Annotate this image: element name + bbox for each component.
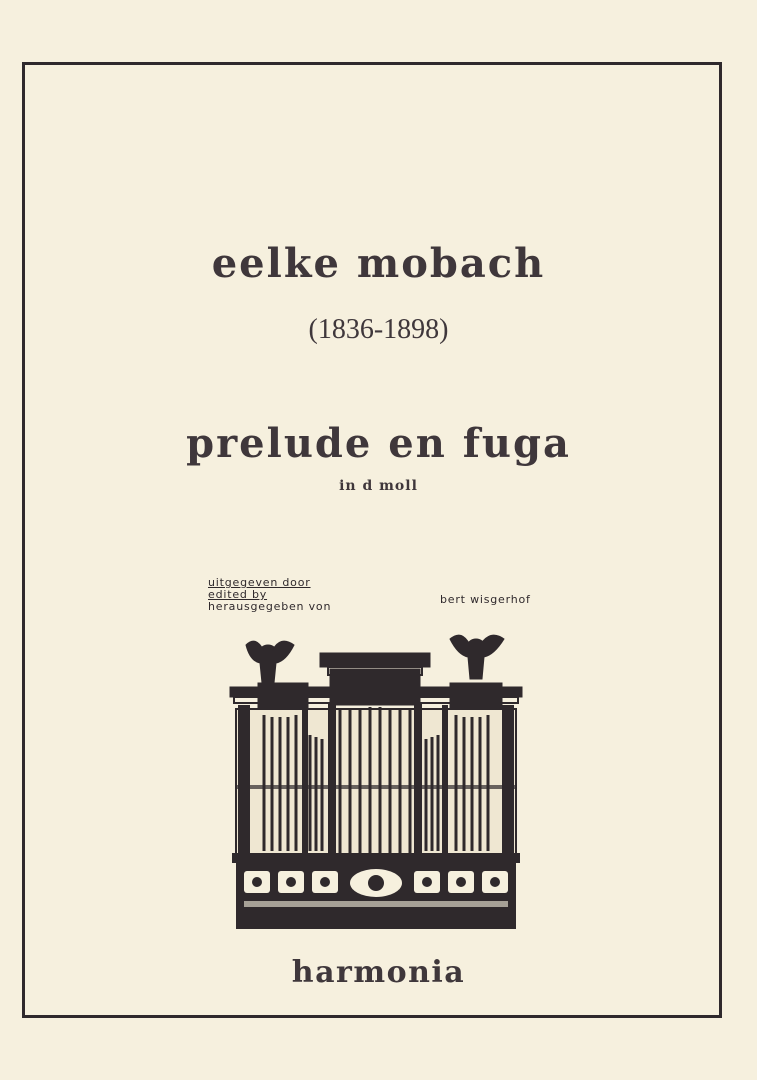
composer-name: eelke mobach bbox=[211, 240, 546, 287]
angel-statue-right-icon bbox=[450, 635, 504, 679]
edited-by-labels bbox=[208, 577, 331, 613]
work-key: in d moll bbox=[339, 478, 418, 494]
composer-dates: (1836-1898) bbox=[308, 314, 449, 345]
editor-name: bert wisgerhof bbox=[440, 593, 531, 606]
pipe-organ-engraving-icon bbox=[228, 625, 524, 933]
edited-label-german: herausgegeben von bbox=[208, 600, 332, 613]
work-title: prelude en fuga bbox=[186, 420, 571, 467]
angel-statue-left-icon bbox=[246, 641, 294, 683]
edited-label-dutch: uitgegeven door bbox=[208, 576, 311, 589]
publisher-name: harmonia bbox=[291, 955, 466, 990]
edited-label-english: edited by bbox=[208, 588, 268, 601]
